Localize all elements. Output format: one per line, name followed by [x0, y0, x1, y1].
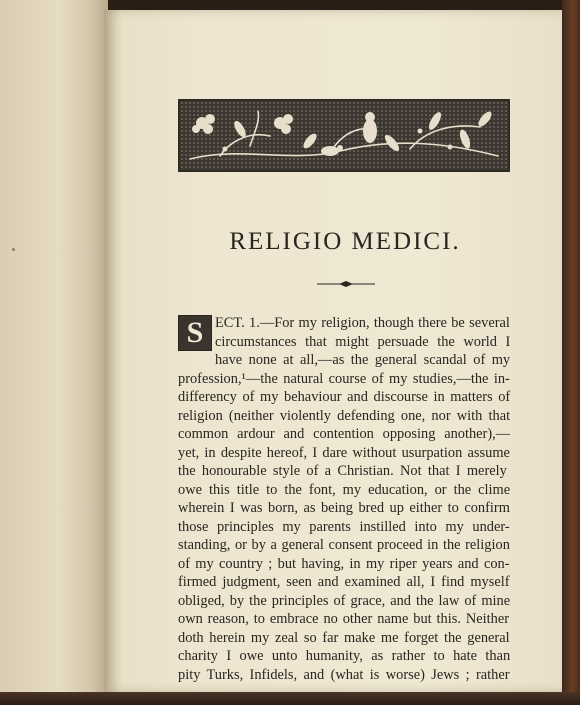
book-bottom-edge	[0, 692, 580, 705]
text-line: those principles my parents instilled into my under-	[178, 518, 510, 535]
text-line: differency of my behaviour and discourse in matters of	[178, 389, 511, 405]
text-line: own reason, to embrace no other name but this. Neither	[178, 611, 509, 627]
text-line: wherein I was born, as being bred up either to confirm	[178, 500, 510, 516]
ornamental-rule	[317, 279, 375, 289]
text-line: common ardour and contention opposing another),—	[178, 426, 511, 442]
text-line: religion (neither violently defending one, nor with that	[178, 407, 511, 424]
text-line: profession,¹—the natural course of my studies,—the in-	[178, 370, 510, 387]
text-line: circumstances that might persuade the world I	[215, 333, 511, 350]
text-line: of my country ; but having, in my riper years and con-	[178, 555, 510, 572]
floral-engraving-icon	[180, 101, 508, 170]
headpiece-ornament	[178, 99, 510, 172]
text-line: firmed judgment, seen and examined all, I find myself	[178, 574, 510, 590]
text-line: doth herein my zeal so far make me forget the general	[178, 629, 510, 646]
text-line: pity Turks, Infidels, and (what is worse) Jews ; rather	[178, 666, 510, 683]
text-line: ECT. 1.—For my religion, though there be several	[215, 315, 510, 331]
left-page	[0, 0, 108, 705]
text-line: yet, in despite hereof, I dare without usurpation assume	[178, 444, 510, 461]
page-speck	[12, 248, 15, 251]
text-line: standing, or by a general consent proceed in the religion	[178, 537, 510, 553]
chapter-title: RELIGIO MEDICI.	[229, 228, 461, 255]
drop-cap-initial	[178, 315, 212, 351]
text-line: charity I owe unto humanity, as rather to hate than	[178, 648, 511, 664]
text-line: have none at all,—as the general scandal of my	[215, 352, 511, 368]
book-cover-edge	[562, 0, 580, 705]
text-line: obliged, by the principles of grace, and the law of mine	[178, 592, 511, 609]
text-line: owe this title to the font, my education, or the clime	[178, 481, 511, 498]
text-line: the honourable style of a Christian. Not that I merely	[178, 463, 507, 479]
drop-cap-letter: S	[186, 316, 204, 349]
